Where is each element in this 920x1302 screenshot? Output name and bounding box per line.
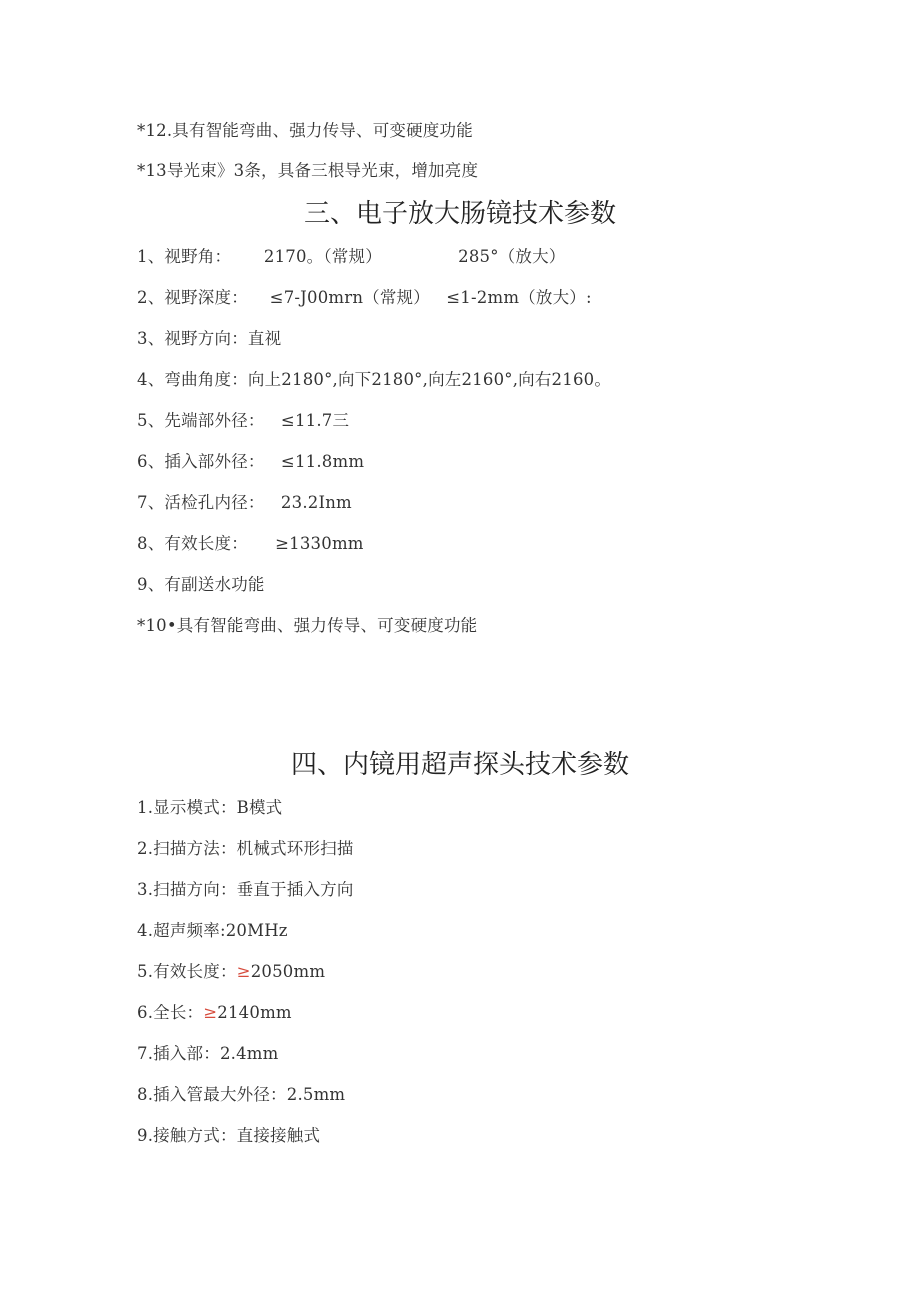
s3-line-9: 9、有副送水功能 xyxy=(137,575,265,594)
s3-line-4: 4、弯曲角度：向上2180°,向下2180°,向左2160°,向右2160。 xyxy=(137,370,612,389)
section-3-title: 三、电子放大肠镜技术参数 xyxy=(303,199,616,229)
s4-line-3: 3.扫描方向：垂直于插入方向 xyxy=(137,880,354,899)
s3-line-2: 2、视野深度： ≤7-J00mrn（常规） ≤1-2mm（放大）: xyxy=(137,288,592,307)
s4-line-2: 2.扫描方法：机械式环形扫描 xyxy=(137,839,354,858)
s4-line-5-label: 5.有效长度： xyxy=(137,962,237,981)
section-4-title: 四、内镜用超声探头技术参数 xyxy=(290,750,629,780)
s4-line-6-label: 6.全长： xyxy=(137,1003,204,1022)
s4-line-5-value: 2050mm xyxy=(250,962,326,981)
s4-line-9: 9.接触方式：直接接触式 xyxy=(137,1126,321,1145)
s3-line-8: 8、有效长度： ≥1330mm xyxy=(137,534,364,553)
s4-line-6 xyxy=(137,1002,292,1024)
s3-line-7: 7、活检孔内径： 23.2Inm xyxy=(137,493,352,512)
s3-line-5: 5、先端部外径： ≤11.7三 xyxy=(137,411,350,430)
s3-line-3: 3、视野方向：直视 xyxy=(137,329,282,348)
s4-line-8: 8.插入管最大外径：2.5mm xyxy=(137,1085,346,1104)
s4-line-5 xyxy=(137,961,325,983)
s3-line-6: 6、插入部外径： ≤11.8mm xyxy=(137,452,365,471)
s3-line-1: 1、视野角： 2170。（常规） 285°（放大） xyxy=(137,247,566,266)
s4-line-7: 7.插入部：2.4mm xyxy=(137,1044,279,1063)
s3-line-10: *10•具有智能弯曲、强力传导、可变硬度功能 xyxy=(137,616,478,635)
s4-line-5-symbol: ≥ xyxy=(236,962,251,981)
s4-line-6-value: 2140mm xyxy=(217,1003,292,1022)
s4-line-1: 1.显示模式：B模式 xyxy=(137,798,283,817)
spec-line-13: *13导光束》3条，具备三根导光束，增加亮度 xyxy=(137,161,479,180)
spec-line-12: *12.具有智能弯曲、强力传导、可变硬度功能 xyxy=(137,121,473,140)
s4-line-6-symbol: ≥ xyxy=(203,1003,218,1022)
s4-line-4: 4.超声频率:20MHz xyxy=(137,921,288,940)
